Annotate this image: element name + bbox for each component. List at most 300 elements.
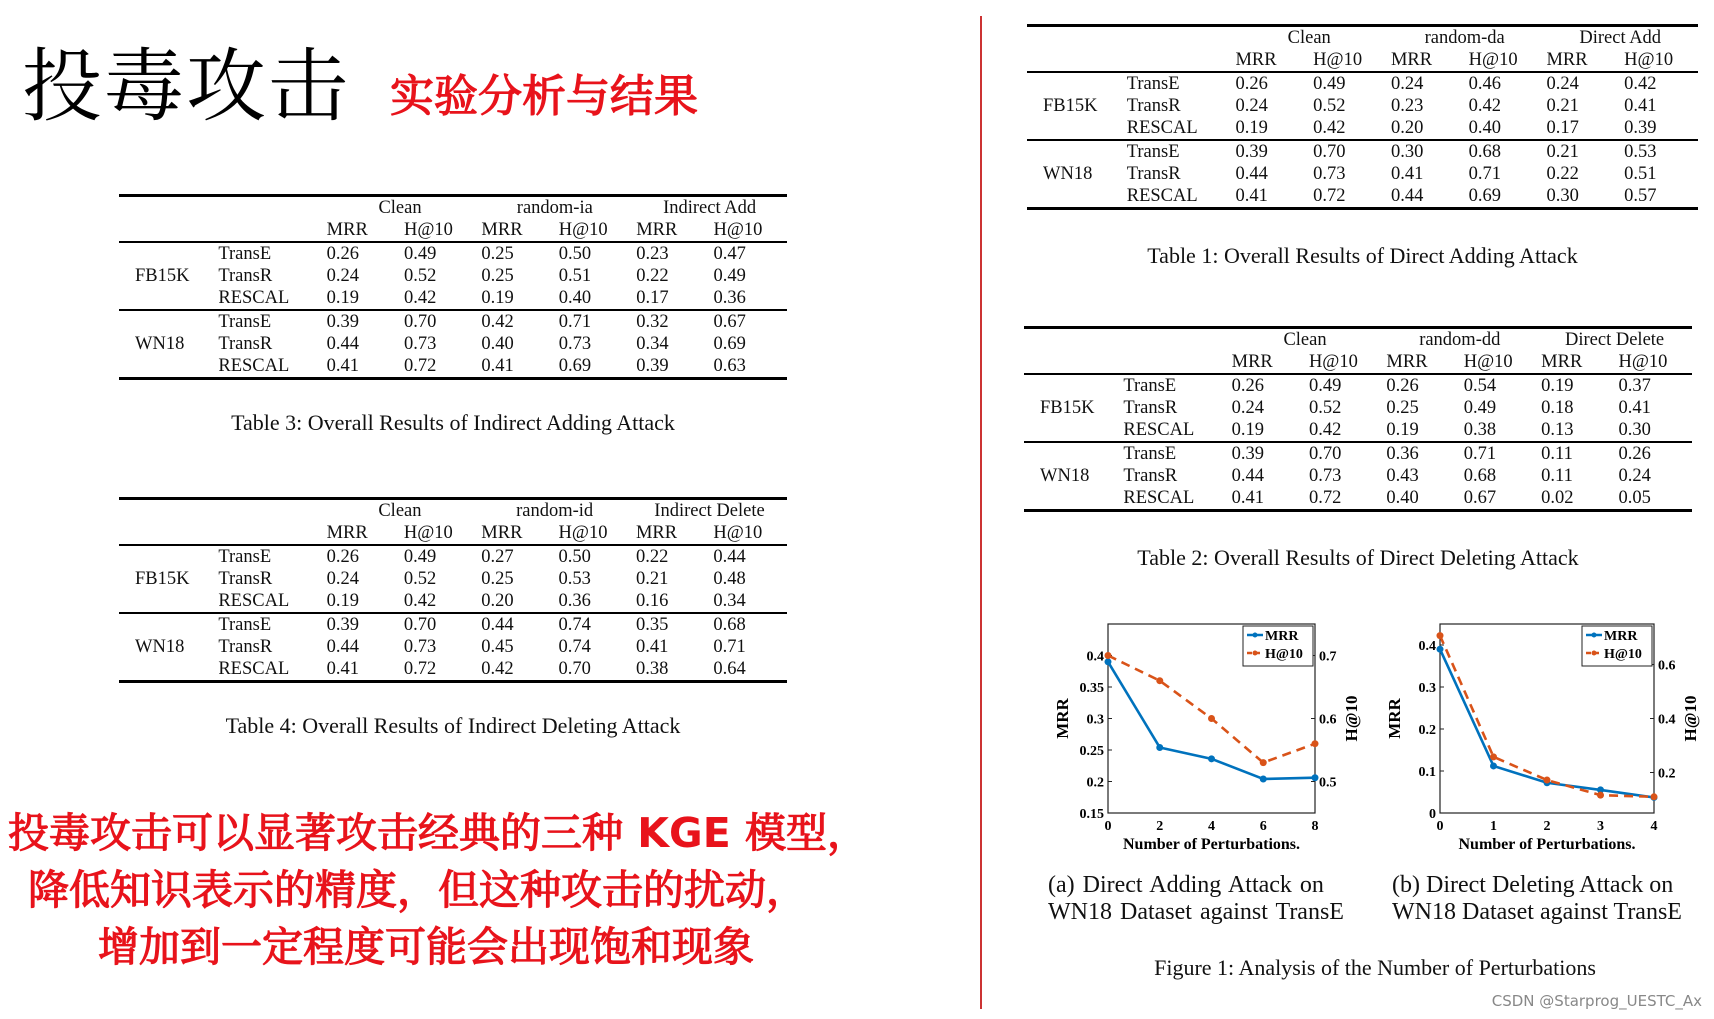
legend-marker [1592,651,1597,656]
y-tick-label: 0.4 [1086,649,1104,665]
table-cell: 0.26 [1382,374,1459,397]
dataset-label: WN18 [135,637,185,657]
table-row [1027,117,1698,140]
table-2-caption: Table 2: Overall Results of Direct Deleting Attack [1137,545,1579,570]
table-row [119,568,787,590]
table-cell: 0.47 [709,242,787,265]
table-cell: 0.42 [1308,420,1342,440]
table-cell: 0.44 [1231,466,1265,486]
table-cell: 0.46 [1465,72,1543,95]
table-4-caption: Table 4: Overall Results of Indirect Deleting Attack [225,713,681,738]
table-cell: 0.11 [1541,466,1573,486]
table-cell: 0.41 [1624,96,1657,116]
y-tick-label: 0.15 [1079,807,1104,822]
table-cell: 0.49 [1305,374,1382,397]
data-point [1312,740,1319,747]
model-label: RESCAL [1123,488,1195,508]
table-cell: 0.22 [632,545,709,568]
x-axis-label: Number of Perturbations. [1122,836,1301,853]
chart-direct-adding [1040,610,1370,870]
metric-header: H@10 [1624,50,1674,70]
group-header: Clean [378,198,422,218]
metric-header: H@10 [713,523,763,543]
table-indirect-deleting [119,497,787,683]
table-row [1024,419,1692,442]
table-cell: 0.49 [400,545,477,568]
table-cell: 0.41 [1390,164,1424,184]
metric-header: H@10 [713,220,763,240]
table-cell: 0.30 [1618,420,1651,440]
subcaption-a-line2: WN18 Dataset against TransE [1048,899,1344,925]
series-line-h10 [1108,656,1315,763]
model-label: TransE [1127,72,1232,95]
table-row [1024,397,1692,419]
model-label: TransE [218,545,322,568]
model-label: RESCAL [218,659,290,679]
table-cell: 0.44 [1235,164,1268,184]
metric-header: MRR [326,220,368,240]
table-1-caption: Table 1: Overall Results of Direct Adding Attack [1147,243,1578,268]
data-point [1437,646,1444,653]
dataset-label [119,613,218,636]
table-cell: 0.44 [477,613,554,636]
dataset-label [119,545,218,568]
table-cell: 0.70 [1305,442,1382,465]
table-cell: 0.52 [1308,398,1342,418]
table-cell: 0.21 [1542,140,1620,163]
figure-caption: Figure 1: Analysis of the Number of Perturbations [1154,955,1596,980]
subcaption-a-line1: (a) Direct Adding Attack on [1048,872,1324,898]
data-point [1260,775,1267,782]
table-cell: 0.72 [403,356,437,376]
table-cell: 0.72 [403,659,437,679]
table-cell: 0.35 [632,613,709,636]
table-cell: 0.25 [477,242,554,265]
table-cell: 0.64 [713,659,746,679]
data-point [1651,793,1658,800]
chart-direct-deleting [1380,610,1710,870]
conclusion-line-1: 投毒攻击可以显著攻击经典的三种 KGE 模型， [8,809,868,857]
table-cell: 0.70 [558,659,591,679]
table-cell: 0.38 [1463,420,1497,440]
model-label: TransR [1126,164,1181,184]
table-cell: 0.19 [481,288,514,308]
dataset-label [1027,72,1127,95]
model-label: TransR [1126,96,1181,116]
metric-header: MRR [326,523,368,543]
model-label: TransE [218,310,322,333]
table-cell: 0.68 [1465,140,1543,163]
legend-label: H@10 [1265,647,1303,662]
table-cell: 0.40 [1468,118,1502,138]
model-label: RESCAL [218,591,290,611]
y2-axis-label: H@10 [1681,695,1700,742]
table-cell: 0.42 [481,659,514,679]
metric-header: MRR [635,523,678,543]
table-cell: 0.42 [1620,72,1698,95]
table-cell: 0.70 [400,310,477,333]
table-cell: 0.39 [636,356,669,376]
metric-header: MRR [1546,50,1588,70]
subcaption-b [1392,872,1682,926]
dataset-label: WN18 [1043,164,1093,184]
y2-tick-label: 0.5 [1319,775,1337,791]
table-cell: 0.39 [1228,442,1305,465]
y-tick-label: 0.2 [1086,775,1104,791]
group-header-row [1024,328,1692,352]
table-cell: 0.50 [555,242,632,265]
metric-header: H@10 [558,523,608,543]
table-cell: 0.44 [1390,186,1424,206]
metric-header: MRR [1235,50,1277,70]
table-cell: 0.43 [1386,466,1419,486]
model-label: TransR [218,569,273,589]
legend-label: MRR [1265,629,1299,644]
table-cell: 0.30 [1387,140,1465,163]
table-cell: 0.73 [1313,164,1346,184]
table-cell: 0.27 [477,545,554,568]
y2-tick-label: 0.7 [1319,649,1337,665]
table-row [1024,465,1692,487]
table-cell: 0.19 [1537,374,1614,397]
table-cell: 0.41 [1235,186,1268,206]
table-cell: 0.34 [713,591,746,611]
table-cell: 0.44 [326,637,359,657]
table-cell: 0.39 [1231,140,1309,163]
table-cell: 0.25 [1386,398,1419,418]
table-cell: 0.49 [713,266,746,286]
table-cell: 0.71 [1460,442,1537,465]
metric-header: H@10 [1313,50,1363,70]
table-direct-adding [1027,24,1698,210]
table-cell: 0.42 [477,310,554,333]
table-cell: 0.18 [1541,398,1574,418]
dataset-label: FB15K [135,569,190,589]
dataset-label [1027,117,1127,140]
table-cell: 0.50 [555,545,632,568]
table-cell: 0.73 [403,637,437,657]
table-cell: 0.24 [326,266,360,286]
table-cell: 0.68 [1463,466,1497,486]
table-cell: 0.44 [709,545,787,568]
table-cell: 0.21 [635,569,669,589]
metric-header: MRR [1386,352,1428,372]
data-point [1156,744,1163,751]
table-cell: 0.52 [403,569,437,589]
legend-label: MRR [1604,629,1638,644]
table-row [1027,185,1698,209]
model-label: RESCAL [1123,420,1195,440]
table-row [119,333,787,355]
table-cell: 0.23 [632,242,709,265]
y2-tick-label: 0.6 [1658,658,1676,674]
table-cell: 0.42 [1313,118,1346,138]
table-cell: 0.30 [1546,186,1579,206]
table-cell: 0.19 [1231,420,1265,440]
table-cell: 0.24 [1235,96,1268,116]
table-cell: 0.73 [558,334,592,354]
table-row [119,242,787,265]
table-cell: 0.26 [1228,374,1305,397]
table-cell: 0.23 [1390,96,1424,116]
data-point [1208,715,1215,722]
data-point [1105,652,1112,659]
table-cell: 0.74 [555,613,632,636]
metric-header: MRR [1231,352,1273,372]
metric-header-row [1024,351,1692,374]
table-cell: 0.22 [636,266,669,286]
group-header: Direct Delete [1565,330,1665,350]
legend-marker [1253,633,1258,638]
table-cell: 0.73 [403,334,437,354]
table-row [119,590,787,613]
group-header-row [1027,26,1698,50]
table-cell: 0.69 [558,356,592,376]
table-cell: 0.39 [1624,118,1657,138]
model-label: TransR [218,334,273,354]
x-tick-label: 2 [1156,819,1164,834]
table-cell: 0.53 [1620,140,1698,163]
table-cell: 0.25 [481,569,514,589]
dataset-label [1024,419,1123,442]
table-cell: 0.71 [713,637,746,657]
model-label: RESCAL [218,288,290,308]
dataset-label: WN18 [1040,466,1090,486]
series-line-mrr [1440,649,1654,797]
model-label: TransE [218,242,322,265]
table-row [1024,442,1692,465]
table-cell: 0.17 [1546,118,1579,138]
slide-title: 投毒攻击 [22,40,350,133]
table-cell: 0.42 [403,591,437,611]
y2-tick-label: 0.6 [1319,712,1337,728]
subcaption-a [1048,872,1344,926]
x-tick-label: 0 [1104,819,1112,834]
table-row [119,636,787,658]
metric-header: MRR [1541,352,1583,372]
metric-header: MRR [481,220,523,240]
group-header: Indirect Add [663,198,757,218]
dataset-label [119,287,218,310]
metric-header-row [1027,49,1698,72]
table-cell: 0.40 [481,334,514,354]
group-header: random-id [516,501,594,521]
table-cell: 0.19 [326,591,359,611]
y-tick-label: 0.2 [1418,723,1436,738]
table-indirect-adding [119,194,787,380]
y-tick-label: 0.35 [1079,681,1104,696]
metric-header: H@10 [1468,50,1518,70]
group-header-row [119,196,787,220]
table-row [119,613,787,636]
dataset-label: FB15K [135,266,190,286]
model-label: TransR [218,637,273,657]
table-cell: 0.22 [1546,164,1579,184]
dataset-label [1027,140,1127,163]
table-cell: 0.24 [1231,398,1265,418]
group-header: Clean [378,501,422,521]
x-tick-label: 3 [1597,819,1604,834]
table-cell: 0.25 [481,266,514,286]
table-cell: 0.34 [636,334,669,354]
x-tick-label: 4 [1650,819,1658,834]
dataset-label: WN18 [135,334,185,354]
group-header: random-da [1424,28,1505,48]
metric-header: MRR [481,523,523,543]
table-cell: 0.67 [709,310,787,333]
legend-marker [1253,651,1258,656]
table-cell: 0.63 [713,356,746,376]
dataset-label [119,658,218,682]
table-cell: 0.20 [481,591,514,611]
dataset-label [1024,487,1123,511]
watermark: CSDN @Starprog_UESTC_Ax [1491,992,1702,1010]
y-tick-label: 0 [1429,807,1436,822]
data-point [1490,762,1497,769]
dataset-label [1024,374,1123,397]
data-point [1312,774,1319,781]
model-label: TransR [1123,398,1178,418]
data-point [1597,792,1604,799]
x-tick-label: 6 [1259,819,1267,834]
table-cell: 0.40 [558,288,592,308]
table-row [119,545,787,568]
table-cell: 0.54 [1460,374,1537,397]
table-cell: 0.24 [1542,72,1620,95]
metric-header-row [119,522,787,545]
table-cell: 0.73 [1308,466,1342,486]
divider-line [980,16,982,1009]
table-row [119,265,787,287]
table-row [1027,163,1698,185]
dataset-label: FB15K [1040,398,1095,418]
legend-marker [1592,633,1597,638]
group-header: Clean [1287,28,1331,48]
table-cell: 0.52 [403,266,437,286]
group-header: random-dd [1419,330,1501,350]
table-cell: 0.68 [709,613,787,636]
table-cell: 0.37 [1614,374,1692,397]
table-cell: 0.21 [1546,96,1579,116]
dataset-label [1024,442,1123,465]
x-tick-label: 1 [1490,819,1497,834]
x-axis-label: Number of Perturbations. [1458,836,1636,853]
table-cell: 0.42 [1468,96,1502,116]
x-tick-label: 2 [1543,819,1551,834]
data-point [1490,753,1497,760]
table-cell: 0.39 [323,613,400,636]
table-cell: 0.71 [555,310,632,333]
metric-header: MRR [1390,50,1433,70]
model-label: TransE [1123,374,1227,397]
table-cell: 0.41 [1231,488,1265,508]
conclusion-line-3: 增加到一定程度可能会出现饱和现象 [98,923,754,971]
y-axis-label: MRR [1385,698,1404,739]
table-cell: 0.52 [1313,96,1346,116]
group-header: Clean [1283,330,1327,350]
metric-header: MRR [636,220,678,240]
table-cell: 0.51 [1624,164,1657,184]
table-cell: 0.70 [400,613,477,636]
table-cell: 0.44 [326,334,360,354]
table-cell: 0.49 [1309,72,1387,95]
table-cell: 0.40 [1386,488,1419,508]
table-cell: 0.02 [1541,488,1574,508]
table-cell: 0.41 [1618,398,1651,418]
y-tick-label: 0.25 [1079,744,1104,759]
table-cell: 0.26 [1231,72,1309,95]
y2-axis-label: H@10 [1342,695,1361,742]
data-point [1260,759,1267,766]
data-point [1208,755,1215,762]
table-cell: 0.41 [326,659,359,679]
model-label: TransR [1123,466,1178,486]
table-cell: 0.13 [1541,420,1574,440]
table-cell: 0.70 [1309,140,1387,163]
y-tick-label: 0.3 [1086,712,1104,728]
table-cell: 0.45 [481,637,514,657]
table-cell: 0.26 [323,242,400,265]
y-tick-label: 0.1 [1418,765,1436,780]
table-cell: 0.20 [1390,118,1424,138]
subcaption-b-line1: (b) Direct Deleting Attack on [1392,872,1674,898]
metric-header: H@10 [1618,352,1668,372]
group-header: Indirect Delete [654,501,765,521]
y-axis-label: MRR [1053,698,1072,739]
table-cell: 0.72 [1313,186,1346,206]
dataset-label: FB15K [1043,96,1098,116]
table-cell: 0.05 [1618,488,1651,508]
metric-header: H@10 [558,220,608,240]
data-point [1105,658,1112,665]
table-cell: 0.53 [558,569,591,589]
table-cell: 0.36 [558,591,591,611]
model-label: RESCAL [218,356,290,376]
table-cell: 0.24 [1618,466,1651,486]
table-cell: 0.19 [326,288,360,308]
model-label: TransE [218,613,322,636]
model-label: TransE [1123,442,1227,465]
table-row [1027,95,1698,117]
table-3-caption: Table 3: Overall Results of Indirect Adding Attack [231,410,675,435]
dataset-label [119,242,218,265]
model-label: RESCAL [1126,118,1198,138]
legend-label: H@10 [1604,647,1642,662]
table-cell: 0.48 [713,569,746,589]
group-header: Direct Add [1579,28,1662,48]
table-row [119,310,787,333]
table-cell: 0.51 [558,266,592,286]
table-cell: 0.74 [558,637,591,657]
table-cell: 0.41 [481,356,514,376]
metric-header: H@10 [1463,352,1513,372]
table-cell: 0.49 [400,242,477,265]
metric-header: H@10 [1308,352,1358,372]
group-header-row [119,499,787,523]
model-label: TransE [1127,140,1232,163]
table-cell: 0.36 [713,288,746,308]
y2-tick-label: 0.2 [1658,766,1676,782]
table-cell: 0.72 [1308,488,1342,508]
table-cell: 0.17 [636,288,669,308]
dataset-label [1027,185,1127,209]
table-cell: 0.32 [632,310,709,333]
table-cell: 0.24 [1387,72,1465,95]
dataset-label [119,310,218,333]
x-tick-label: 4 [1208,819,1215,834]
subcaption-b-line2: WN18 Dataset against TransE [1392,899,1682,925]
table-row [1024,374,1692,397]
